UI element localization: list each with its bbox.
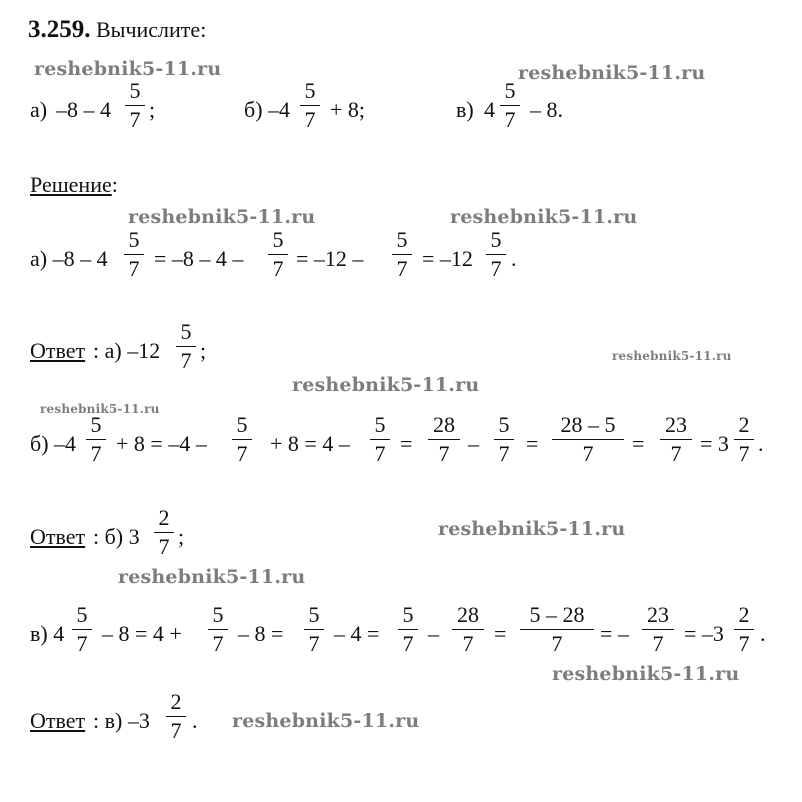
fraction: 28 7: [428, 414, 460, 465]
fraction: 5 7: [304, 604, 324, 655]
watermark: reshebnik5-11.ru: [552, 663, 740, 685]
fraction: 2 7: [154, 507, 174, 558]
fraction: 5 7: [232, 414, 252, 465]
fraction: 5 7: [125, 80, 145, 131]
fraction: 5 7: [300, 80, 320, 131]
fraction: 28 – 5 7: [552, 414, 624, 465]
watermark: reshebnik5-11.ru: [438, 518, 626, 540]
task-a-label: а): [30, 97, 48, 122]
watermark: reshebnik5-11.ru: [40, 402, 160, 416]
task-v-label: в): [456, 97, 474, 122]
problem-header: [28, 16, 206, 44]
answer-label: Ответ: [30, 708, 86, 733]
fraction: 2 7: [734, 414, 754, 465]
fraction: 5 7: [268, 229, 288, 280]
fraction: 23 7: [660, 414, 692, 465]
answer-label: Ответ: [30, 338, 86, 363]
fraction: 5 7: [86, 414, 106, 465]
fraction: 5 7: [486, 229, 506, 280]
fraction: 23 7: [642, 604, 674, 655]
watermark: reshebnik5-11.ru: [450, 206, 638, 228]
fraction: 2 7: [734, 604, 754, 655]
problem-title: Вычислите:: [96, 17, 207, 42]
fraction: 28 7: [452, 604, 484, 655]
task-b-label: б): [244, 97, 263, 122]
fraction: 5 7: [72, 604, 92, 655]
fraction: 5 7: [494, 414, 514, 465]
fraction: 5 – 28 7: [520, 604, 594, 655]
fraction: 5 7: [500, 80, 520, 131]
problem-number: 3.259.: [28, 16, 91, 43]
watermark: reshebnik5-11.ru: [612, 349, 732, 363]
fraction: 5 7: [124, 229, 144, 280]
watermark: reshebnik5-11.ru: [292, 374, 480, 396]
watermark: reshebnik5-11.ru: [34, 58, 222, 80]
watermark: reshebnik5-11.ru: [232, 710, 420, 732]
watermark: reshebnik5-11.ru: [518, 62, 706, 84]
answer-label: Ответ: [30, 524, 86, 549]
fraction: 2 7: [166, 691, 186, 742]
fraction: 5 7: [398, 604, 418, 655]
watermark: reshebnik5-11.ru: [128, 206, 316, 228]
fraction: 5 7: [370, 414, 390, 465]
watermark: reshebnik5-11.ru: [118, 566, 306, 588]
fraction: 5 7: [176, 321, 196, 372]
task-b-expression: –4: [268, 97, 290, 122]
fraction: 5 7: [208, 604, 228, 655]
task-a-expression: –8 – 4: [56, 97, 111, 122]
fraction: 5 7: [392, 229, 412, 280]
task-v-expression: 4: [484, 97, 495, 122]
solution-heading: Решение:: [30, 172, 118, 197]
